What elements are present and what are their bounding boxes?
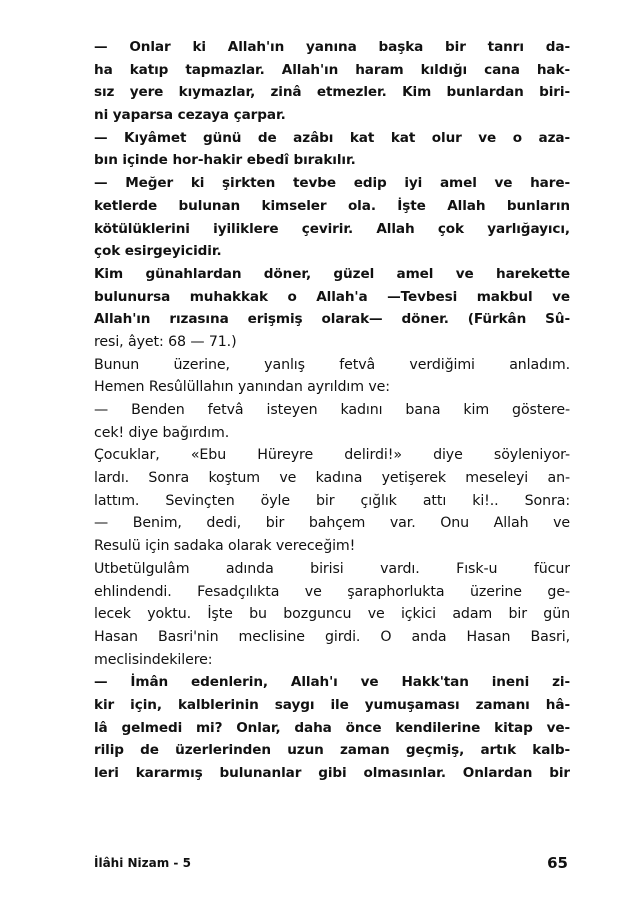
text-line: — Benim, dedi, bir bahçem var. Onu Allah ve: [94, 515, 570, 532]
text-line: Kim günahlardan döner, güzel amel ve harekette: [94, 265, 570, 282]
text-line: Çocuklar, «Ebu Hüreyre delirdi!» diye söyleniyor-: [94, 447, 570, 464]
text-line: Hasan Basri'nin meclisine girdi. O anda Hasan Basri,: [94, 628, 570, 645]
text-line: — İmân edenlerin, Allah'ı ve Hakk'tan ineni zi-: [94, 674, 570, 691]
text-line: cek! diye bağırdım.: [94, 424, 230, 441]
text-line: lecek yoktu. İşte bu bozguncu ve içkici adam bir gün: [94, 606, 570, 623]
text-line: resi, âyet: 68 — 71.): [94, 333, 237, 350]
text-line: kötülüklerini iyiliklere çevirir. Allah çok yarlığayıcı,: [94, 220, 570, 237]
text-line: lattım. Sevinçten öyle bir çığlık attı ki!.. Sonra:: [94, 492, 570, 509]
text-line: meclisindekilere:: [94, 651, 213, 668]
text-line: — Kıyâmet günü de azâbı kat kat olur ve o aza-: [94, 129, 570, 146]
footer-book-title: İlâhi Nizam - 5: [94, 856, 191, 870]
text-line: bın içinde hor-hakir ebedî bırakılır.: [94, 152, 356, 169]
text-line: — Benden fetvâ isteyen kadını bana kim göstere-: [94, 402, 570, 418]
text-line: lâ gelmedi mi? Onlar, daha önce kendilerine kitap ve-: [94, 719, 570, 736]
text-line: Allah'ın rızasına erişmiş olarak— döner. (Fürkân Sû-: [94, 311, 570, 328]
text-line: Bunun üzerine, yanlış fetvâ verdiğimi anladım.: [94, 356, 570, 373]
text-line: lardı. Sonra koştum ve kadına yetişerek meseleyi an-: [94, 470, 570, 487]
text-line: Resulü için sadaka olarak vereceğim!: [94, 538, 356, 555]
text-line: leri kararmış bulunanlar gibi olmasınlar. Onlardan bir: [94, 765, 570, 781]
text-line: ketlerde bulunan kimseler ola. İşte Allah bunların: [94, 197, 570, 214]
text-line: — Meğer ki şirkten tevbe edip iyi amel ve hare-: [94, 175, 570, 192]
text-line: çok esirgeyicidir.: [94, 243, 222, 260]
text-line: Utbetülgulâm adında birisi vardı. Fısk-u fücur: [94, 560, 570, 577]
text-line: — Onlar ki Allah'ın yanına başka bir tanrı da-: [94, 39, 570, 55]
text-line: sız yere kıymazlar, zinâ etmezler. Kim bunlardan biri-: [94, 84, 570, 101]
text-line: rilip de üzerlerinden uzun zaman geçmiş, artık kalb-: [94, 742, 570, 759]
text-line: bulunursa muhakkak o Allah'a —Tevbesi makbul ve: [94, 288, 570, 305]
page-body-text: [94, 36, 570, 785]
text-line: ni yaparsa cezaya çarpar.: [94, 107, 286, 124]
text-line: kir için, kalblerinin saygı ile yumuşaması zamanı hâ-: [94, 696, 570, 713]
page-footer: [94, 852, 570, 874]
text-line: Hemen Resûlüllahın yanından ayrıldım ve:: [94, 379, 390, 396]
text-line: ha katıp tapmazlar. Allah'ın haram kıldığı cana hak-: [94, 61, 570, 78]
page-number: 65: [547, 854, 568, 872]
text-line: ehlindendi. Fesadçılıkta ve şaraphorlukta üzerine ge-: [94, 583, 570, 600]
